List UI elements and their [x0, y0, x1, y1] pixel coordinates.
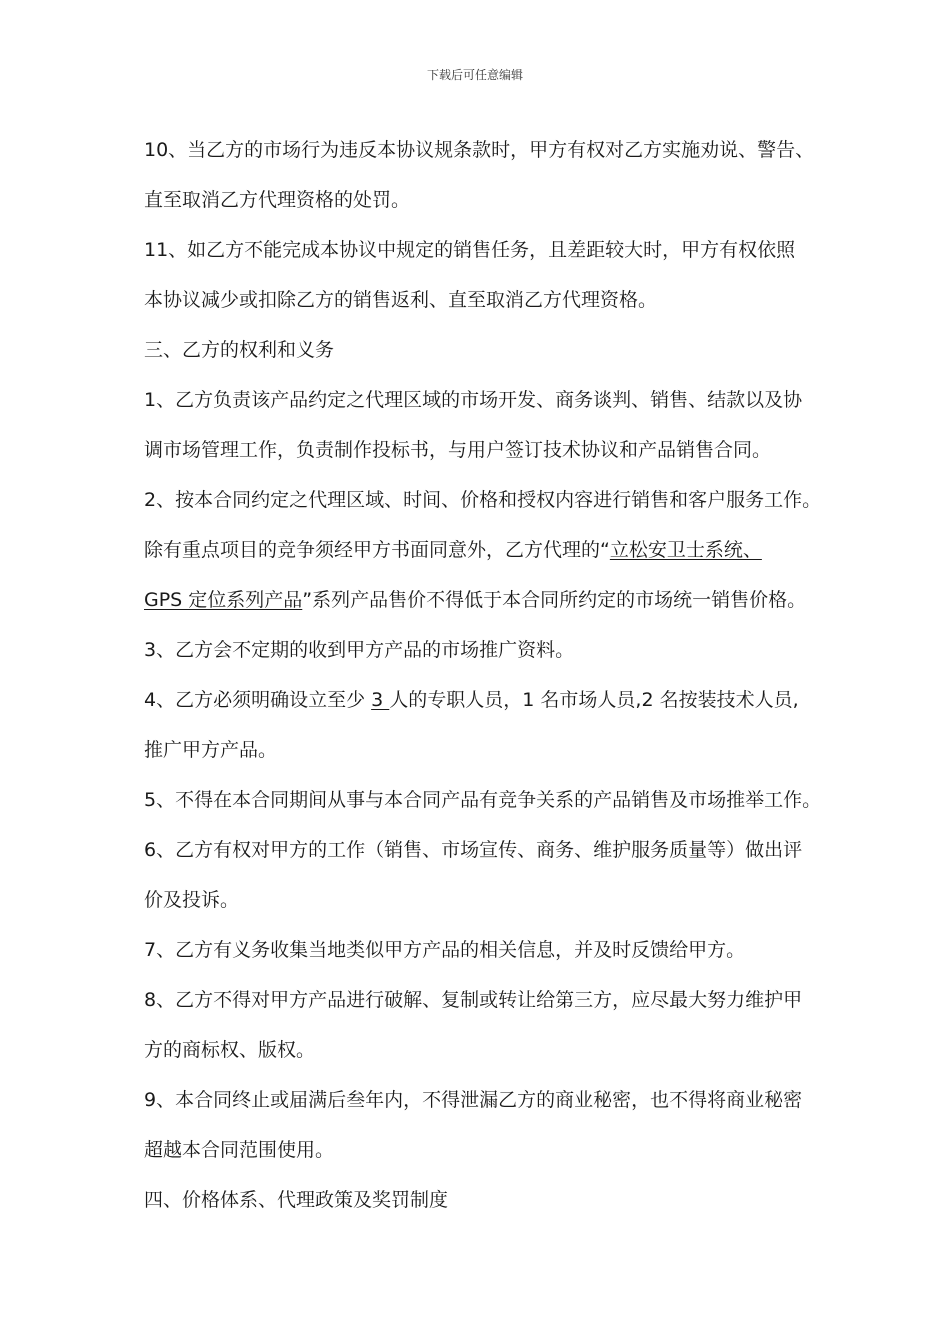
paragraph-line: 本协议减少或扣除乙方的销售返利、直至取消乙方代理资格。 [144, 289, 658, 311]
paragraph-line: 5、不得在本合同期间从事与本合同产品有竞争关系的产品销售及市场推举工作。 [144, 789, 822, 811]
text-segment: ”系列产品售价不得低于本合同所约定的市场统一销售价格。 [302, 589, 807, 611]
paragraph-line: 3、乙方会不定期的收到甲方产品的市场推广资料。 [144, 639, 575, 661]
paragraph-line: 推广甲方产品。 [144, 739, 278, 761]
paragraph-line: 方的商标权、版权。 [144, 1039, 316, 1061]
underlined-product-name: GPS 定位系列产品 [144, 589, 303, 611]
section-heading: 四、价格体系、代理政策及奖罚制度 [144, 1189, 449, 1211]
paragraph-line: 价及投诉。 [144, 889, 240, 911]
section-heading: 三、乙方的权利和义务 [144, 339, 335, 361]
text-segment: 除有重点项目的竞争须经甲方书面同意外，乙方代理的“ [144, 539, 610, 561]
text-segment: 4、乙方必须明确设立至少 [144, 689, 372, 711]
underlined-product-name: 立松安卫士系统、 [609, 539, 762, 561]
text-segment: 人的专职人员，1 名市场人员,2 名按装技术人员, [389, 689, 799, 711]
paragraph-line [144, 578, 834, 628]
document-body [144, 128, 834, 1228]
paragraph-line: 超越本合同范围使用。 [144, 1139, 335, 1161]
paragraph-line [144, 528, 834, 578]
paragraph-line: 直至取消乙方代理资格的处罚。 [144, 189, 411, 211]
paragraph-line: 调市场管理工作，负责制作投标书，与用户签订技术协议和产品销售合同。 [144, 439, 772, 461]
paragraph-line [144, 678, 834, 728]
page-header: 下载后可任意编辑 [426, 68, 523, 82]
paragraph-line: 9、本合同终止或届满后叁年内，不得泄漏乙方的商业秘密，也不得将商业秘密 [144, 1089, 803, 1111]
paragraph-line: 2、按本合同约定之代理区域、时间、价格和授权内容进行销售和客户服务工作。 [144, 489, 822, 511]
underlined-staff-count: 3 [371, 689, 390, 711]
paragraph-line: 8、乙方不得对甲方产品进行破解、复制或转让给第三方，应尽最大努力维护甲 [144, 989, 803, 1011]
paragraph-line: 10、当乙方的市场行为违反本协议规条款时，甲方有权对乙方实施劝说、警告、 [144, 139, 815, 161]
paragraph-line: 7、乙方有义务收集当地类似甲方产品的相关信息，并及时反馈给甲方。 [144, 939, 746, 961]
paragraph-line: 6、乙方有权对甲方的工作（销售、市场宣传、商务、维护服务质量等）做出评 [144, 839, 803, 861]
paragraph-line: 1、乙方负责该产品约定之代理区域的市场开发、商务谈判、销售、结款以及协 [144, 389, 803, 411]
paragraph-line: 11、如乙方不能完成本协议中规定的销售任务，且差距较大时，甲方有权依照 [144, 239, 796, 261]
